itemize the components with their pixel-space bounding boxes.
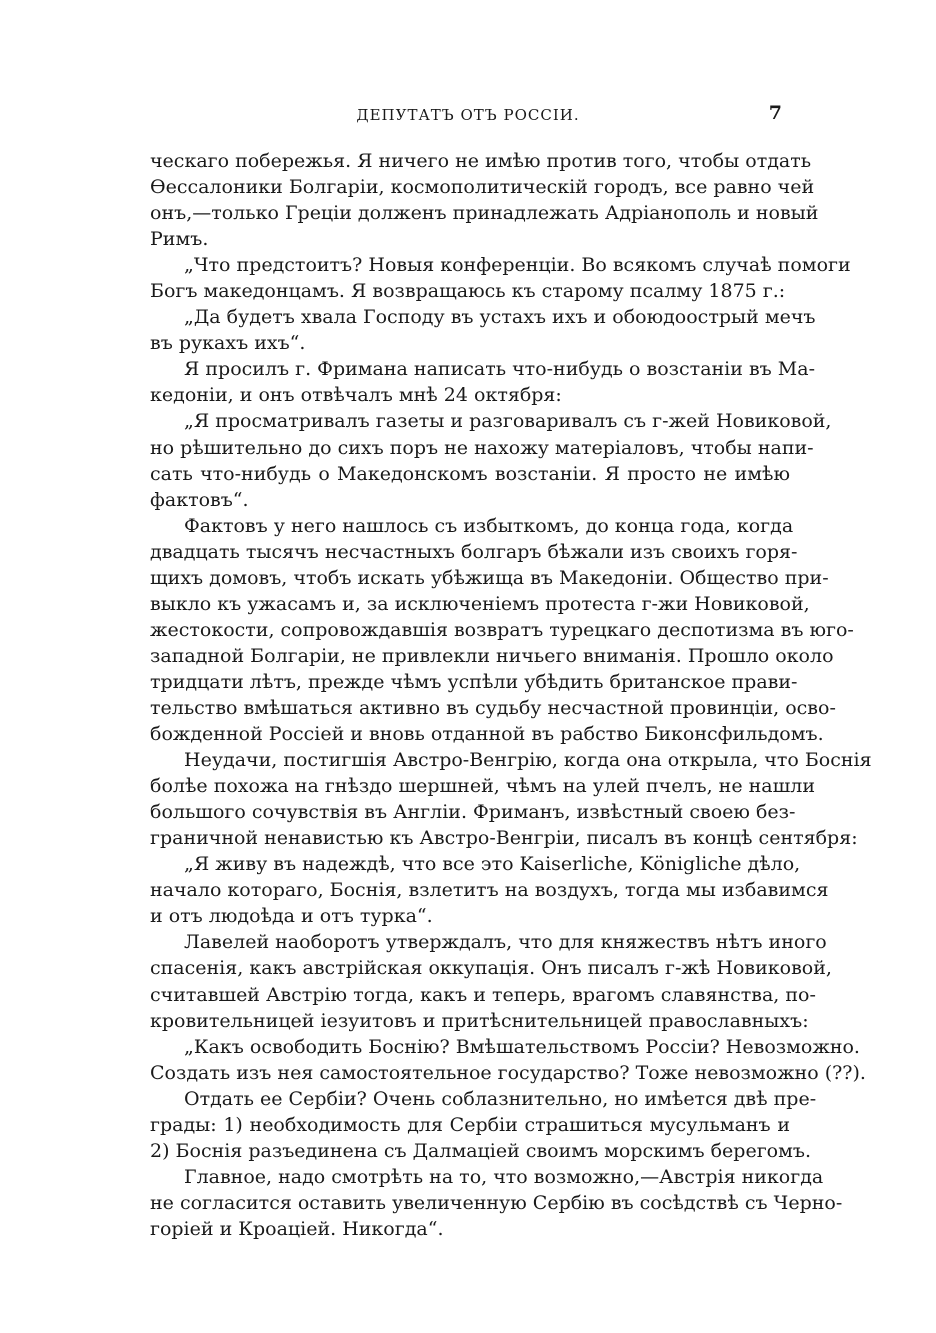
text-line: двадцать тысячъ несчастныхъ болгаръ бѣжали изъ своихъ горя- <box>150 540 798 563</box>
paragraph <box>150 356 815 408</box>
text-line: „Я просматривалъ газеты и разговаривалъ съ г-жей Новиковой, <box>184 410 832 433</box>
page-number: 7 <box>768 102 782 124</box>
text-line: онъ,—только Греціи долженъ принадлежать Адріанополь и новый <box>150 202 819 225</box>
text-line: кровительницей іезуитовъ и притѣснительницей православныхъ: <box>150 1009 809 1032</box>
text-line: и отъ людоѣда и отъ турка“. <box>150 905 433 928</box>
paragraph <box>150 148 819 252</box>
paragraph <box>150 304 816 356</box>
text-line: Ѳессалоники Болгаріи, космополитическій городъ, все равно чей <box>150 176 815 199</box>
paragraph <box>150 408 832 512</box>
text-line: спасенія, какъ австрійская оккупація. Онъ писалъ г-жѣ Новиковой, <box>150 957 832 980</box>
text-line: болѣе похожа на гнѣздо шершней, чѣмъ на улей пчелъ, не нашли <box>150 775 816 798</box>
text-line: Главное, надо смотрѣть на то, что возможно,—Австрія никогда <box>184 1165 824 1188</box>
paragraph <box>150 1034 866 1086</box>
text-line: Я просилъ г. Фримана написать что-нибудь о возстаніи въ Ма- <box>184 358 815 381</box>
text-line: Создать изъ нея самостоятельное государство? Тоже невозможно (??). <box>150 1061 866 1084</box>
text-line: ческаго побережья. Я ничего не имѣю против тoго, чтобы отдать <box>150 150 812 172</box>
text-line: большого сочувствія въ Англіи. Фриманъ, извѣстный своею без- <box>150 801 796 824</box>
text-line: кедоніи, и онъ отвѣчалъ мнѣ 24 октября: <box>150 384 562 407</box>
text-line: горіей и Кроаціей. Никогда“. <box>150 1217 444 1240</box>
paragraph <box>150 1164 843 1242</box>
text-line: Лавелей наоборотъ утверждалъ, что для княжествъ нѣтъ иного <box>184 931 827 954</box>
running-title: ДЕПУТАТЪ ОТЪ РОССІИ. <box>356 106 580 124</box>
text-line: граничной ненавистью къ Австро-Венгріи, писалъ въ концѣ сентября: <box>150 827 858 850</box>
paragraph <box>150 747 872 851</box>
text-line: въ рукахъ ихъ“. <box>150 332 306 355</box>
text-line: фактовъ“. <box>150 488 249 511</box>
text-line: грады: 1) необходимость для Сербіи страшиться мусульманъ и <box>150 1113 790 1136</box>
text-line: западной Болгаріи, не привлекли ничьего вниманія. Прошло около <box>150 644 834 667</box>
text-line: не согласится оставить увеличенную Сербію въ сосѣдствѣ съ Черно- <box>150 1191 843 1214</box>
text-line: Неудачи, постигшія Австро-Венгрію, когда она открыла, что Боснія <box>184 749 872 772</box>
text-line: тельство вмѣшаться активно въ судьбу несчастной провинціи, осво- <box>150 696 836 719</box>
text-line: но рѣшительно до сихъ поръ не нахожу матеріаловъ, чтобы напи- <box>150 436 814 459</box>
paragraph <box>150 851 829 929</box>
paragraph <box>150 252 851 304</box>
text-line: „Какъ освободить Боснію? Вмѣшательствомъ Россіи? Невозможно. <box>184 1035 860 1058</box>
text-line: сать что-нибудь о Македонскомъ возстаніи. Я просто не имѣю <box>150 462 790 485</box>
text-line: тридцати лѣтъ, прежде чѣмъ успѣли убѣдить британское прави- <box>150 670 798 693</box>
text-line: Богъ македонцамъ. Я возвращаюсь къ старому псалму 1875 г.: <box>150 280 786 303</box>
text-line: 2) Боснія разъединена съ Далмаціей своимъ морскимъ берегомъ. <box>150 1139 812 1162</box>
paragraph <box>150 513 854 747</box>
text-line: Отдать ее Сербіи? Очень соблазнительно, но имѣется двѣ пре- <box>184 1087 817 1110</box>
text-line: Римъ. <box>150 228 209 251</box>
text-line: божденной Россіей и вновь отданной въ рабство Биконсфильдомъ. <box>150 723 824 746</box>
page-header <box>150 102 786 130</box>
text-line: Фактовъ у него нашлось съ избыткомъ, до конца года, когда <box>184 514 794 537</box>
text-line: жестокости, сопровождавшія возвратъ турецкаго деспотизма въ юго- <box>150 618 854 641</box>
text-line: выкло къ ужасамъ и, за исключеніемъ протеста г-жи Новиковой, <box>150 592 810 615</box>
paragraph <box>150 1086 817 1164</box>
body-text <box>150 148 872 1242</box>
text-line: считавшей Австрію тогда, какъ и теперь, врагомъ славянства, по- <box>150 983 816 1006</box>
text-line: щихъ домовъ, чтобъ искать убѣжища въ Македоніи. Общество при- <box>150 566 829 589</box>
paragraph <box>150 929 832 1033</box>
text-line: „Я живу въ надеждѣ, что все это Kaiserliche, Königliche дѣло, <box>184 853 801 876</box>
text-line: „Да будетъ хвала Господу въ устахъ ихъ и обоюдоострый мечъ <box>184 306 816 329</box>
text-line: начало котораго, Боснія, взлетитъ на воздухъ, тогда мы избавимся <box>150 879 829 902</box>
text-line: „Что предстоитъ? Новыя конференціи. Во всякомъ случаѣ помоги <box>184 254 851 277</box>
